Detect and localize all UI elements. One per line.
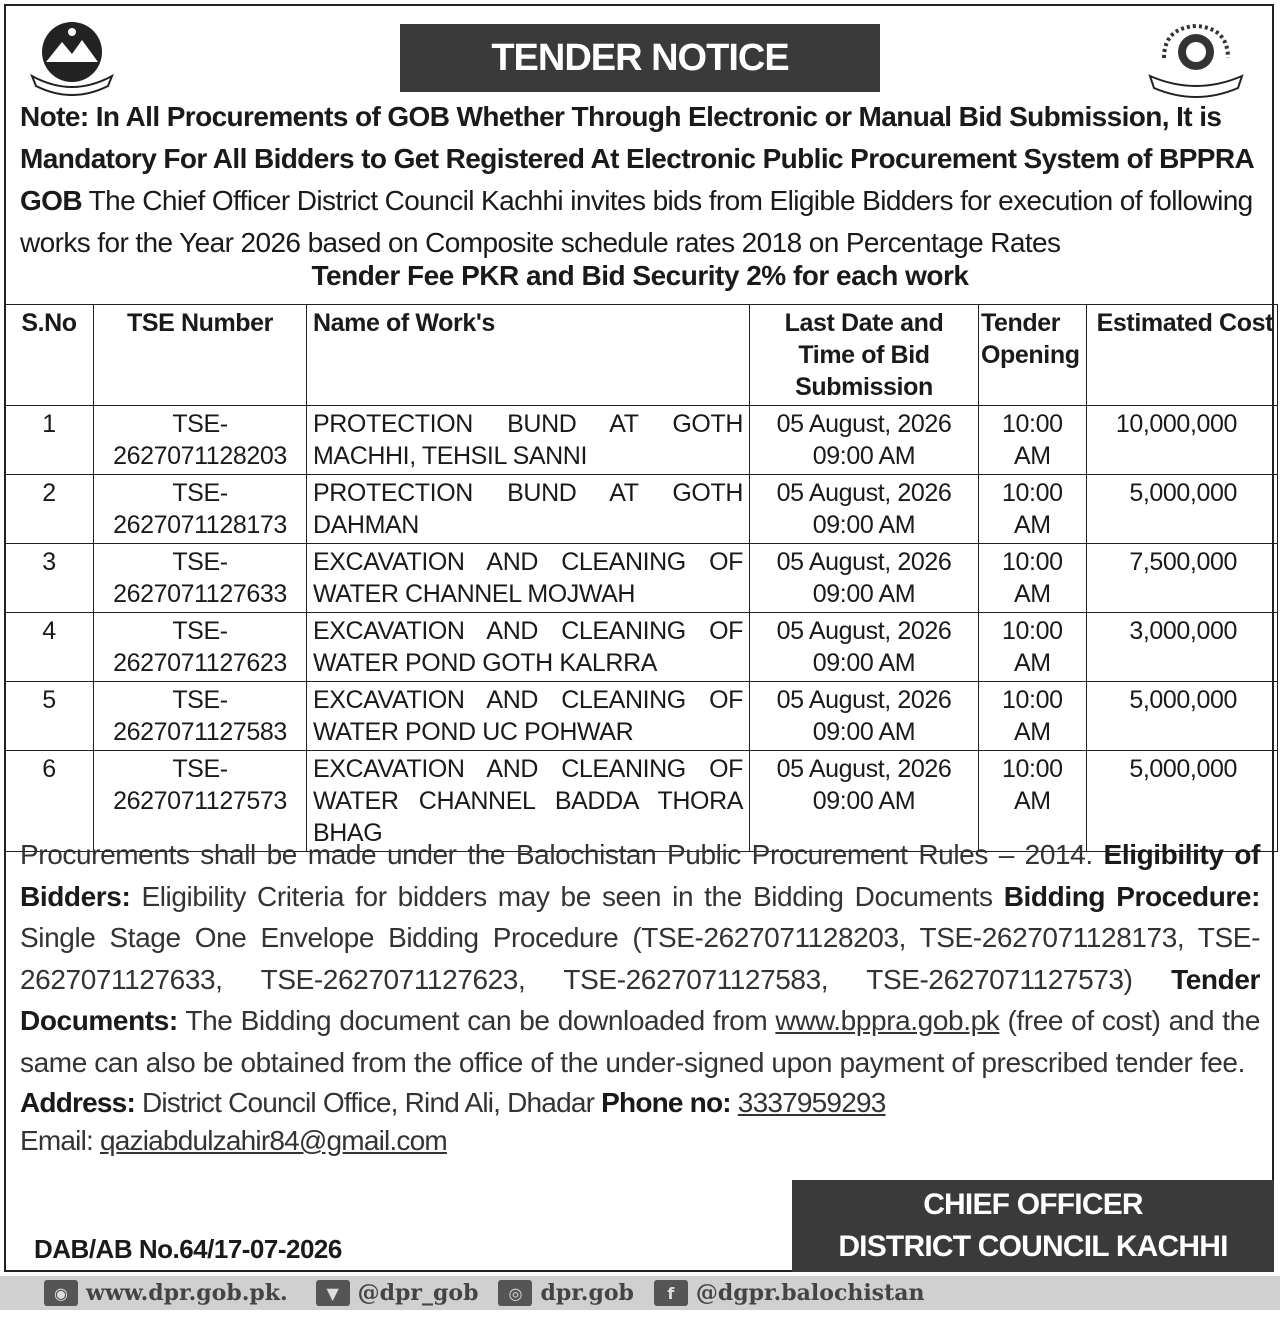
cell-date [750,544,979,613]
twitter-icon: ▼ [316,1280,350,1306]
table-row [5,406,1278,475]
cell-opening-open1: 10:00 [1002,617,1063,645]
cell-tse-tse2: 2627071127583 [113,718,287,746]
cell-name-name: PROTECTION BUND AT GOTH MACHHI, TEHSIL SANNI [313,410,743,470]
cell-tse-tse2: 2627071128203 [113,442,287,470]
cell-sno [5,682,94,751]
cell-opening-open1: 10:00 [1002,686,1063,714]
note-line-1: Note: In All Procurements of GOB Whether Through Electronic or Manual Bid Submission, It is [20,101,1222,132]
note-line-4: works for the Year 2026 based on Composite schedule rates 2018 on Percentage Rates [20,227,1061,258]
cell-name [307,544,750,613]
cell-date-date: 05 August, 2026 [776,479,952,507]
footer-instagram-text: dpr.gob [540,1280,634,1306]
cell-date-time: 09:00 AM [812,718,916,746]
phone-label: Phone no: [601,1087,731,1118]
cell-cost-cost: 7,500,000 [1129,548,1237,576]
cell-date-time: 09:00 AM [812,442,916,470]
header-sno: S.No [5,305,94,406]
bppra-link[interactable]: www.bppra.gob.pk [775,1005,1000,1036]
header-tse: TSE Number [94,305,307,406]
footer-twitter-text: @dpr_gob [357,1280,479,1306]
cell-tse [94,475,307,544]
header-cost: Estimated Cost [1086,305,1277,406]
cell-tse-tse1: TSE- [172,548,228,576]
cell-tse-tse2: 2627071127623 [113,649,287,677]
email-link[interactable]: qaziabdulzahir84@gmail.com [99,1125,447,1156]
works-table [4,304,1278,852]
note-paragraph [20,96,1260,264]
footer-facebook-text: @dgpr.balochistan [695,1280,925,1306]
cell-opening [979,544,1087,613]
cell-sno [5,406,94,475]
cell-opening-open1: 10:00 [1002,410,1063,438]
procedure-label: Bidding Procedure: [1003,880,1261,912]
page-title: TENDER NOTICE [400,24,880,92]
facebook-icon: f [654,1280,688,1306]
cell-cost [1086,475,1277,544]
cell-tse-tse1: TSE- [172,686,228,714]
procurement-paragraph [20,834,1260,1083]
cell-tse-tse1: TSE- [172,479,228,507]
fee-line: Tender Fee PKR and Bid Security 2% for each work [311,260,969,291]
cell-tse [94,682,307,751]
cell-opening-open2: AM [1013,649,1051,677]
cell-tse [94,406,307,475]
footer-bar [0,1276,1280,1310]
cell-opening-open2: AM [1013,511,1051,539]
cell-name [307,475,750,544]
cell-opening-open2: AM [1013,442,1051,470]
signature-box [792,1180,1274,1272]
cell-cost-cost: 5,000,000 [1129,755,1237,783]
cell-tse-tse1: TSE- [172,617,228,645]
procedure-text: Single Stage One Envelope Bidding Procedure (TSE-2627071128203, TSE-2627071128173, TSE-2627071127633, TSE-2627071127623, TSE-2627071127583, TSE-2627071127573) [20,922,1260,995]
documents-text-b: (free of cost) and the same can also be obtained from the office of the under-signed upon payment of prescribed tender fee. [20,1005,1260,1078]
cell-tse-tse1: TSE- [172,755,228,783]
cell-opening-open2: AM [1013,787,1051,815]
cell-tse [94,613,307,682]
address-label: Address: [20,1087,135,1118]
table-row [5,544,1278,613]
rules-text: Procurements shall be made under the Balochistan Public Procurement Rules – 2014. [20,839,1093,870]
cell-date [750,406,979,475]
dab-number: DAB/AB No.64/17-07-2026 [34,1234,342,1264]
cell-name-name: EXCAVATION AND CLEANING OF WATER CHANNEL MOJWAH [313,548,743,608]
signature-title: CHIEF OFFICER [923,1188,1143,1221]
cell-sno-sno: 4 [42,617,56,645]
cell-date-time: 09:00 AM [812,787,916,815]
cell-opening [979,682,1087,751]
cell-tse-tse2: 2627071128173 [113,511,287,539]
email-label: Email: [20,1125,93,1156]
cell-sno [5,544,94,613]
instagram-icon: ◎ [498,1280,532,1306]
cell-date [750,475,979,544]
cell-cost-cost: 10,000,000 [1115,410,1237,438]
cell-tse-tse2: 2627071127633 [113,580,287,608]
cell-name-name: EXCAVATION AND CLEANING OF WATER POND GOTH KALRRA [313,617,743,677]
cell-cost [1086,544,1277,613]
cell-sno [5,475,94,544]
phone-link[interactable]: 3337959293 [737,1087,886,1118]
cell-tse-tse1: TSE- [172,410,228,438]
table-row [5,613,1278,682]
cell-name-name: EXCAVATION AND CLEANING OF WATER CHANNEL BADDA THORA BHAG [313,755,743,847]
table-row [5,475,1278,544]
cell-date-date: 05 August, 2026 [776,755,952,783]
cell-cost-cost: 3,000,000 [1129,617,1237,645]
cell-name-name: PROTECTION BUND AT GOTH DAHMAN [313,479,743,539]
cell-sno [5,613,94,682]
cell-date [750,613,979,682]
table-header-row [5,305,1278,406]
address-value: District Council Office, Rind Ali, Dhadar [141,1087,595,1118]
footer-facebook[interactable] [654,1280,925,1306]
documents-label: Tender Documents: [20,963,1260,1036]
cell-cost [1086,406,1277,475]
cell-opening [979,406,1087,475]
eligibility-label: Eligibility of Bidders: [20,839,1261,912]
cell-opening-open2: AM [1013,718,1051,746]
cell-date-date: 05 August, 2026 [776,548,952,576]
contact-block [20,1084,1260,1160]
cell-opening-open1: 10:00 [1002,755,1063,783]
cell-name-name: EXCAVATION AND CLEANING OF WATER POND UC POHWAR [313,686,743,746]
cell-opening-open1: 10:00 [1002,479,1063,507]
cell-cost [1086,613,1277,682]
dgpr-emblem-logo [1144,18,1248,98]
cell-sno-sno: 2 [42,479,56,507]
cell-cost [1086,682,1277,751]
cell-date-time: 09:00 AM [812,511,916,539]
eligibility-text: Eligibility Criteria for bidders may be seen in the Bidding Documents [141,880,993,912]
cell-date-date: 05 August, 2026 [776,410,952,438]
address-line [20,1084,1260,1122]
header-name: Name of Work's [307,305,750,406]
cell-name [307,613,750,682]
cell-sno-sno: 5 [42,686,56,714]
cell-sno-sno: 6 [42,755,56,783]
cell-date-time: 09:00 AM [812,649,916,677]
cell-tse-tse2: 2627071127573 [113,787,287,815]
header-opening: Tender Opening [979,305,1087,406]
footer-web-text: www.dpr.gob.pk. [86,1280,288,1306]
footer-web[interactable] [44,1280,288,1306]
globe-icon: ◉ [44,1280,78,1306]
cell-date [750,682,979,751]
header-date: Last Date and Time of Bid Submission [750,305,979,406]
cell-date-date: 05 August, 2026 [776,617,952,645]
cell-cost-cost: 5,000,000 [1129,686,1237,714]
note-line-3: The Chief Officer District Council Kachhi invites bids from Eligible Bidders for execution of following [81,185,1253,216]
email-line [20,1122,1260,1160]
cell-date-time: 09:00 AM [812,580,916,608]
footer-instagram[interactable] [498,1280,633,1306]
note-line-2: Mandatory For All Bidders to Get Registered At Electronic Public Procurement System of BPPRA [20,143,1255,174]
balochistan-emblem-logo [24,18,120,96]
cell-opening [979,475,1087,544]
cell-sno-sno: 3 [42,548,56,576]
cell-opening-open1: 10:00 [1002,548,1063,576]
cell-date-date: 05 August, 2026 [776,686,952,714]
cell-name [307,406,750,475]
cell-opening [979,613,1087,682]
table-row [5,682,1278,751]
note-line-3-bold: GOB [20,185,82,216]
documents-text-a: The Bidding document can be downloaded from [185,1005,768,1036]
cell-tse [94,544,307,613]
cell-name [307,682,750,751]
cell-cost-cost: 5,000,000 [1129,479,1237,507]
cell-opening-open2: AM [1013,580,1051,608]
signature-office: DISTRICT COUNCIL KACHHI [838,1230,1228,1263]
footer-twitter[interactable] [316,1280,479,1306]
cell-sno-sno: 1 [42,410,56,438]
